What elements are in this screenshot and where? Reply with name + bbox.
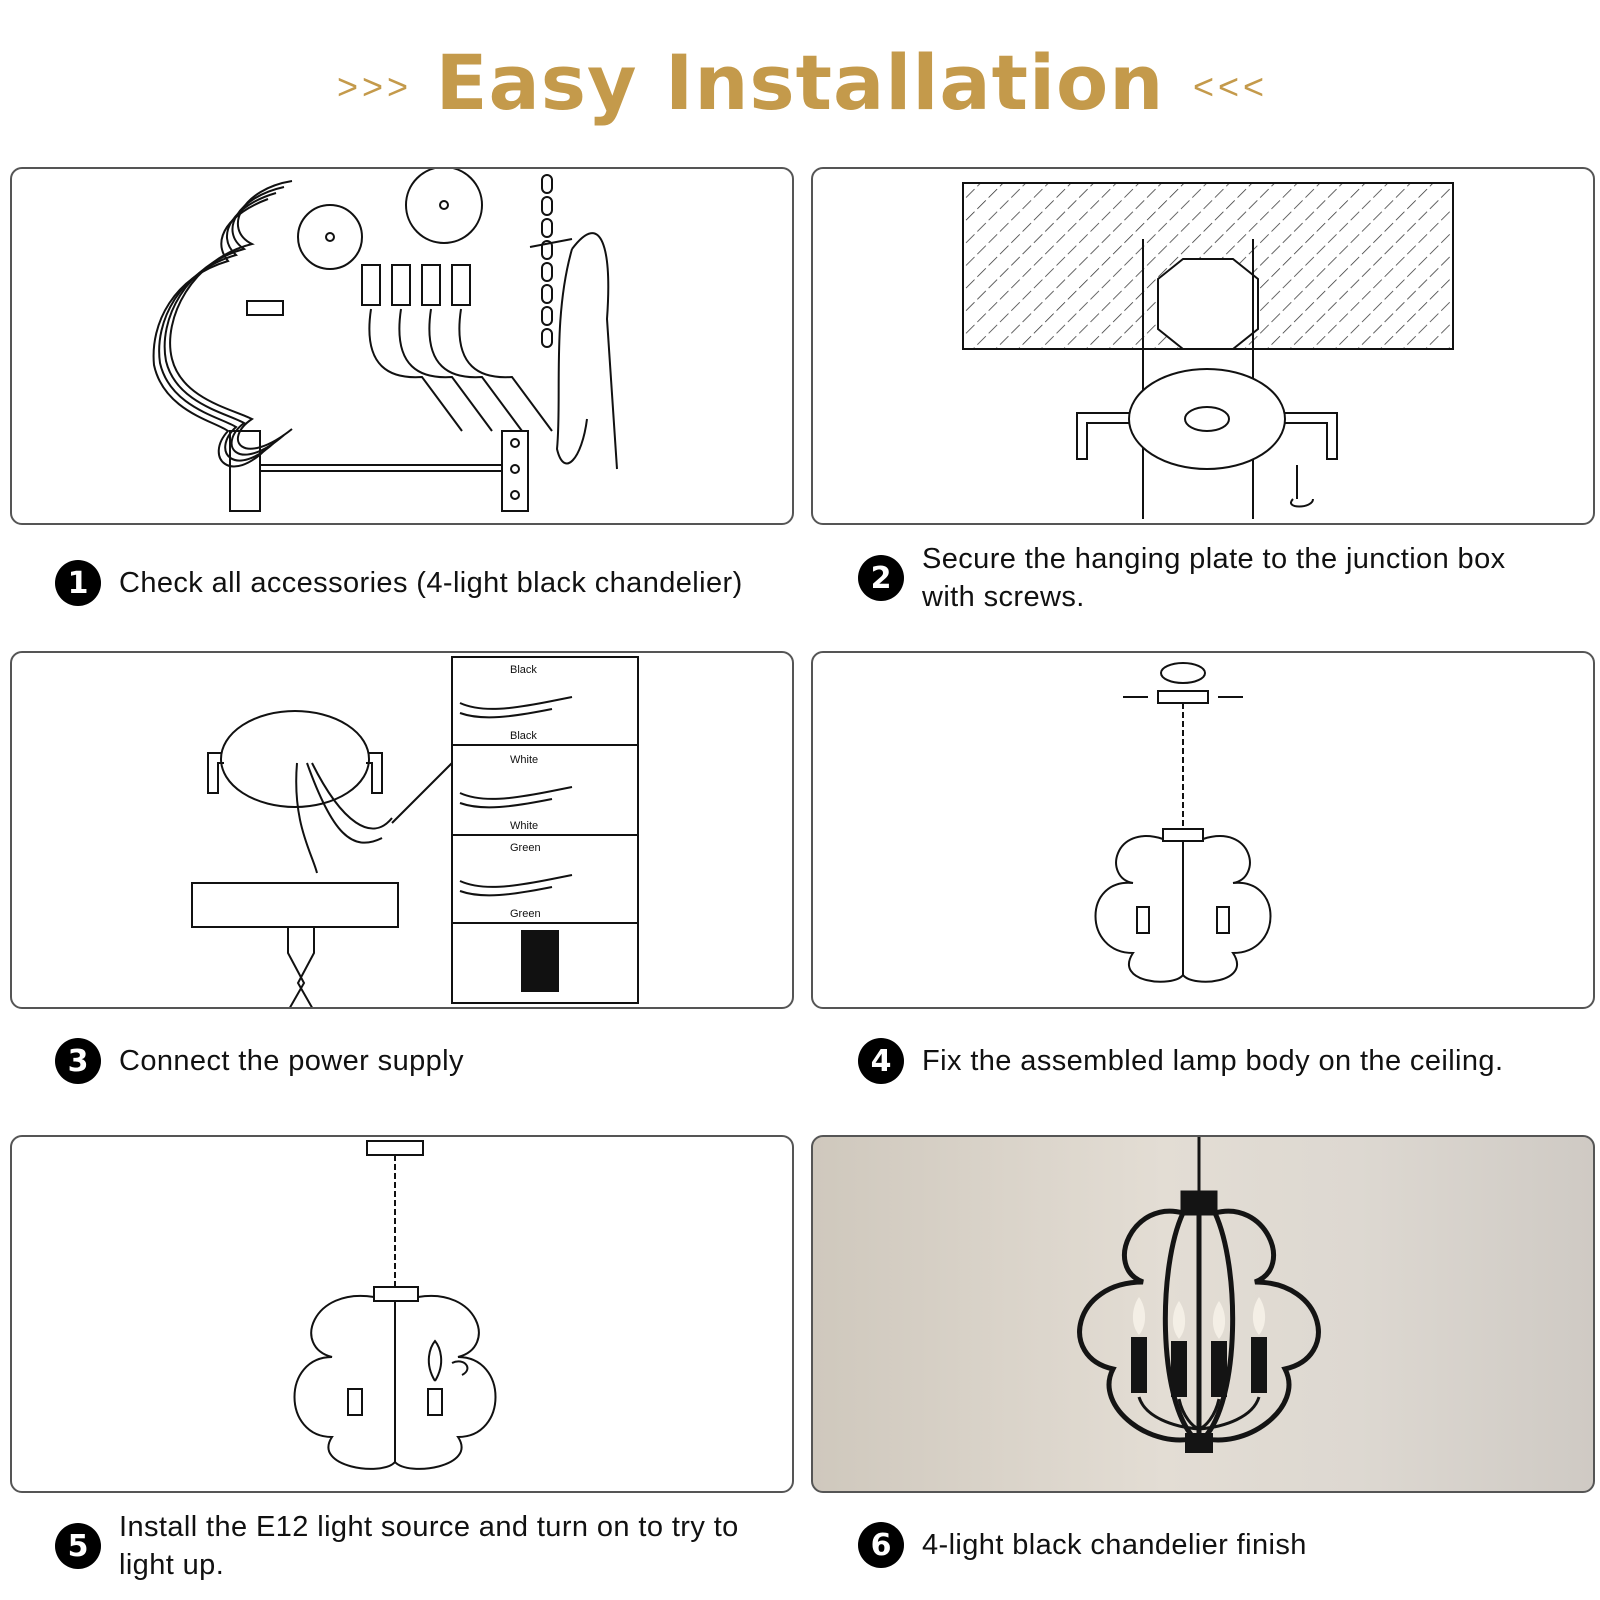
- step-number-badge: 6: [858, 1522, 904, 1568]
- rotate-arrow-icon: [1291, 499, 1313, 507]
- bulb-install-illustration: [10, 1135, 794, 1493]
- step-number-badge: 4: [858, 1038, 904, 1084]
- step-text: Secure the hanging plate to the junction box with screws.: [922, 543, 1506, 613]
- canopy-block: [192, 883, 398, 927]
- bulb-icon: [429, 1341, 441, 1381]
- page-title: Easy Installation: [435, 38, 1165, 127]
- step-6: [858, 1522, 1307, 1568]
- right-arrows: <<<: [1193, 66, 1269, 107]
- canopy: [367, 1141, 423, 1155]
- wire-label: Green: [510, 842, 541, 854]
- wire-label: White: [510, 820, 539, 832]
- frame-arms-illustration: [154, 181, 292, 466]
- hanging-plate: [1129, 369, 1285, 469]
- step-2: [858, 540, 1562, 616]
- step-number-badge: 2: [858, 555, 904, 601]
- power-cord-illustration: [557, 233, 617, 469]
- step-number-badge: 1: [55, 560, 101, 606]
- lamp-mount-illustration: [811, 651, 1595, 1009]
- wire-connection-steps: [452, 657, 638, 1003]
- canopy-illustration: [298, 169, 482, 269]
- step-text: Check all accessories (4-light black chandelier): [119, 567, 743, 599]
- chain-illustration: [530, 175, 572, 347]
- step-3: [55, 1038, 464, 1084]
- step-text: Install the E12 light source and turn on to try to light up.: [119, 1511, 739, 1581]
- hanging-plate: [1161, 663, 1205, 683]
- canopy: [1183, 1193, 1215, 1213]
- step-text: Connect the power supply: [119, 1045, 464, 1077]
- step-5: [55, 1508, 759, 1584]
- step-text: Fix the assembled lamp body on the ceiling.: [922, 1045, 1504, 1077]
- step-1: [55, 560, 743, 606]
- wiring-illustration: [10, 651, 794, 1009]
- ceiling-plate: [221, 711, 369, 807]
- step-number-badge: 3: [55, 1038, 101, 1084]
- accessories-illustration: [10, 167, 794, 525]
- wire-label: White: [510, 754, 539, 766]
- junction-box: [1158, 259, 1258, 349]
- left-arrows: >>>: [337, 66, 413, 107]
- step-4: [858, 1038, 1503, 1084]
- candle-sockets-illustration: [362, 265, 552, 431]
- rotate-arrow-icon: [452, 1361, 467, 1375]
- junction-box-illustration: [811, 167, 1595, 525]
- step-text: 4-light black chandelier finish: [922, 1529, 1307, 1561]
- step-number-badge: 5: [55, 1523, 101, 1569]
- wire-connector-pack: [247, 301, 283, 315]
- wire-label: Black: [510, 664, 537, 676]
- finished-chandelier-photo: [811, 1135, 1595, 1493]
- wire-label: Green: [510, 908, 541, 920]
- wire-label: Black: [510, 730, 537, 742]
